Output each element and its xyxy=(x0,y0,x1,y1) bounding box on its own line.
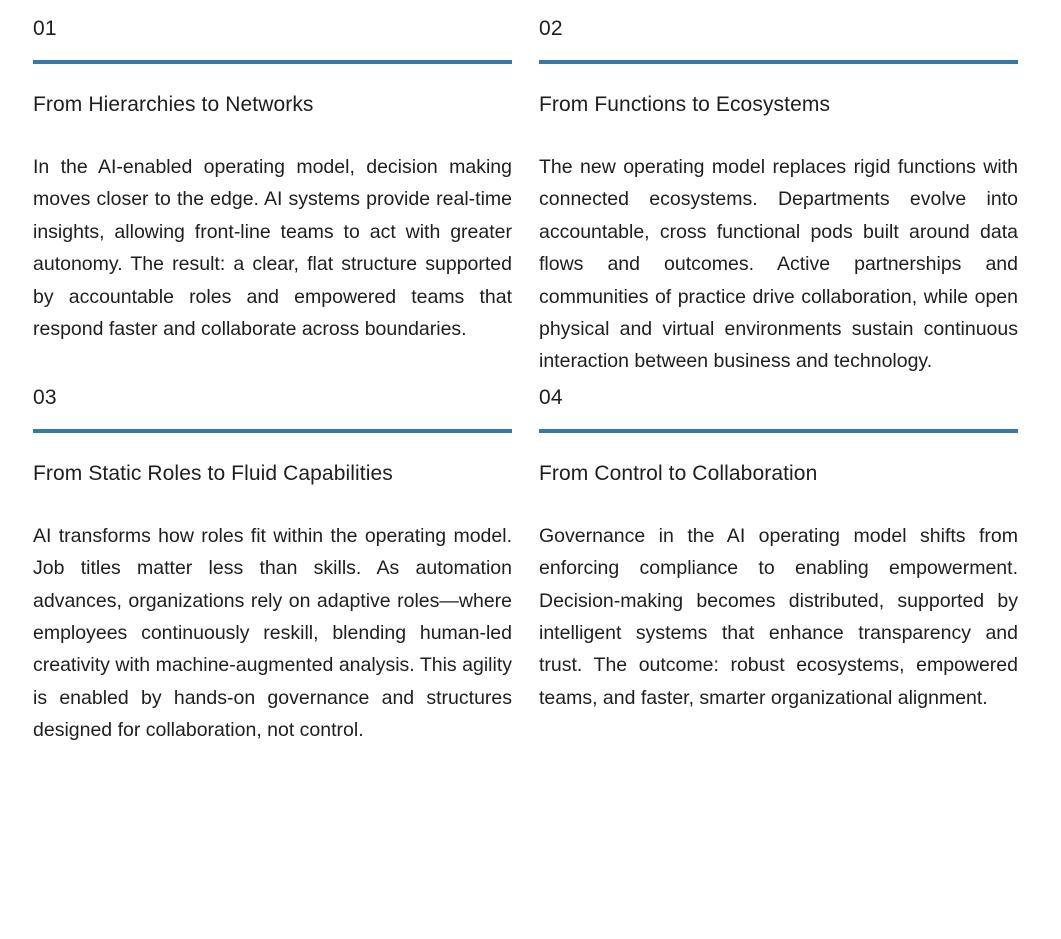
section-body: Governance in the AI operating model shifts from enforcing compliance to enabling empowerment. Decision-making becomes distributed, supported by intelligent systems that enhance transparency and trust. The outcome: robust ecosystems, empowered teams, and faster, smarter organizational alignment. xyxy=(539,524,1018,709)
section-card-03 xyxy=(33,384,512,747)
section-title: From Control to Collaboration xyxy=(539,461,818,485)
section-card-01 xyxy=(33,15,512,345)
section-divider xyxy=(539,429,1018,433)
section-number: 03 xyxy=(33,385,57,409)
section-divider xyxy=(33,429,512,433)
section-title: From Hierarchies to Networks xyxy=(33,93,314,116)
section-divider xyxy=(539,60,1018,64)
section-title: From Static Roles to Fluid Capabilities xyxy=(33,461,393,485)
section-number: 02 xyxy=(539,17,563,40)
section-title: From Functions to Ecosystems xyxy=(539,93,831,116)
section-body: AI transforms how roles fit within the operating model. Job titles matter less than skills. As automation advances, organizations rely on adaptive roles—where employees continuously reskill, blending human-led creativity with machine-augmented analysis. This agility is enabled by hands-on governance and structures designed for collaboration, not control. xyxy=(33,524,512,742)
section-divider xyxy=(33,60,512,64)
section-number: 01 xyxy=(33,17,57,40)
sections-grid xyxy=(33,15,1018,747)
section-card-04 xyxy=(539,384,1018,714)
section-card-02 xyxy=(539,15,1018,378)
section-body: The new operating model replaces rigid functions with connected ecosystems. Departments evolve into accountable, cross functional pods built around data flows and outcomes. Active partnerships and communities of practice drive collaboration, while open physical and virtual environments sustain continuous interaction between business and technology. xyxy=(539,156,1018,373)
section-body: In the AI-enabled operating model, decision making moves closer to the edge. AI systems provide real-time insights, allowing front-line teams to act with greater autonomy. The result: a clear, flat structure supported by accountable roles and empowered teams that respond faster and collaborate across boundaries. xyxy=(33,156,512,341)
section-number: 04 xyxy=(539,385,563,409)
